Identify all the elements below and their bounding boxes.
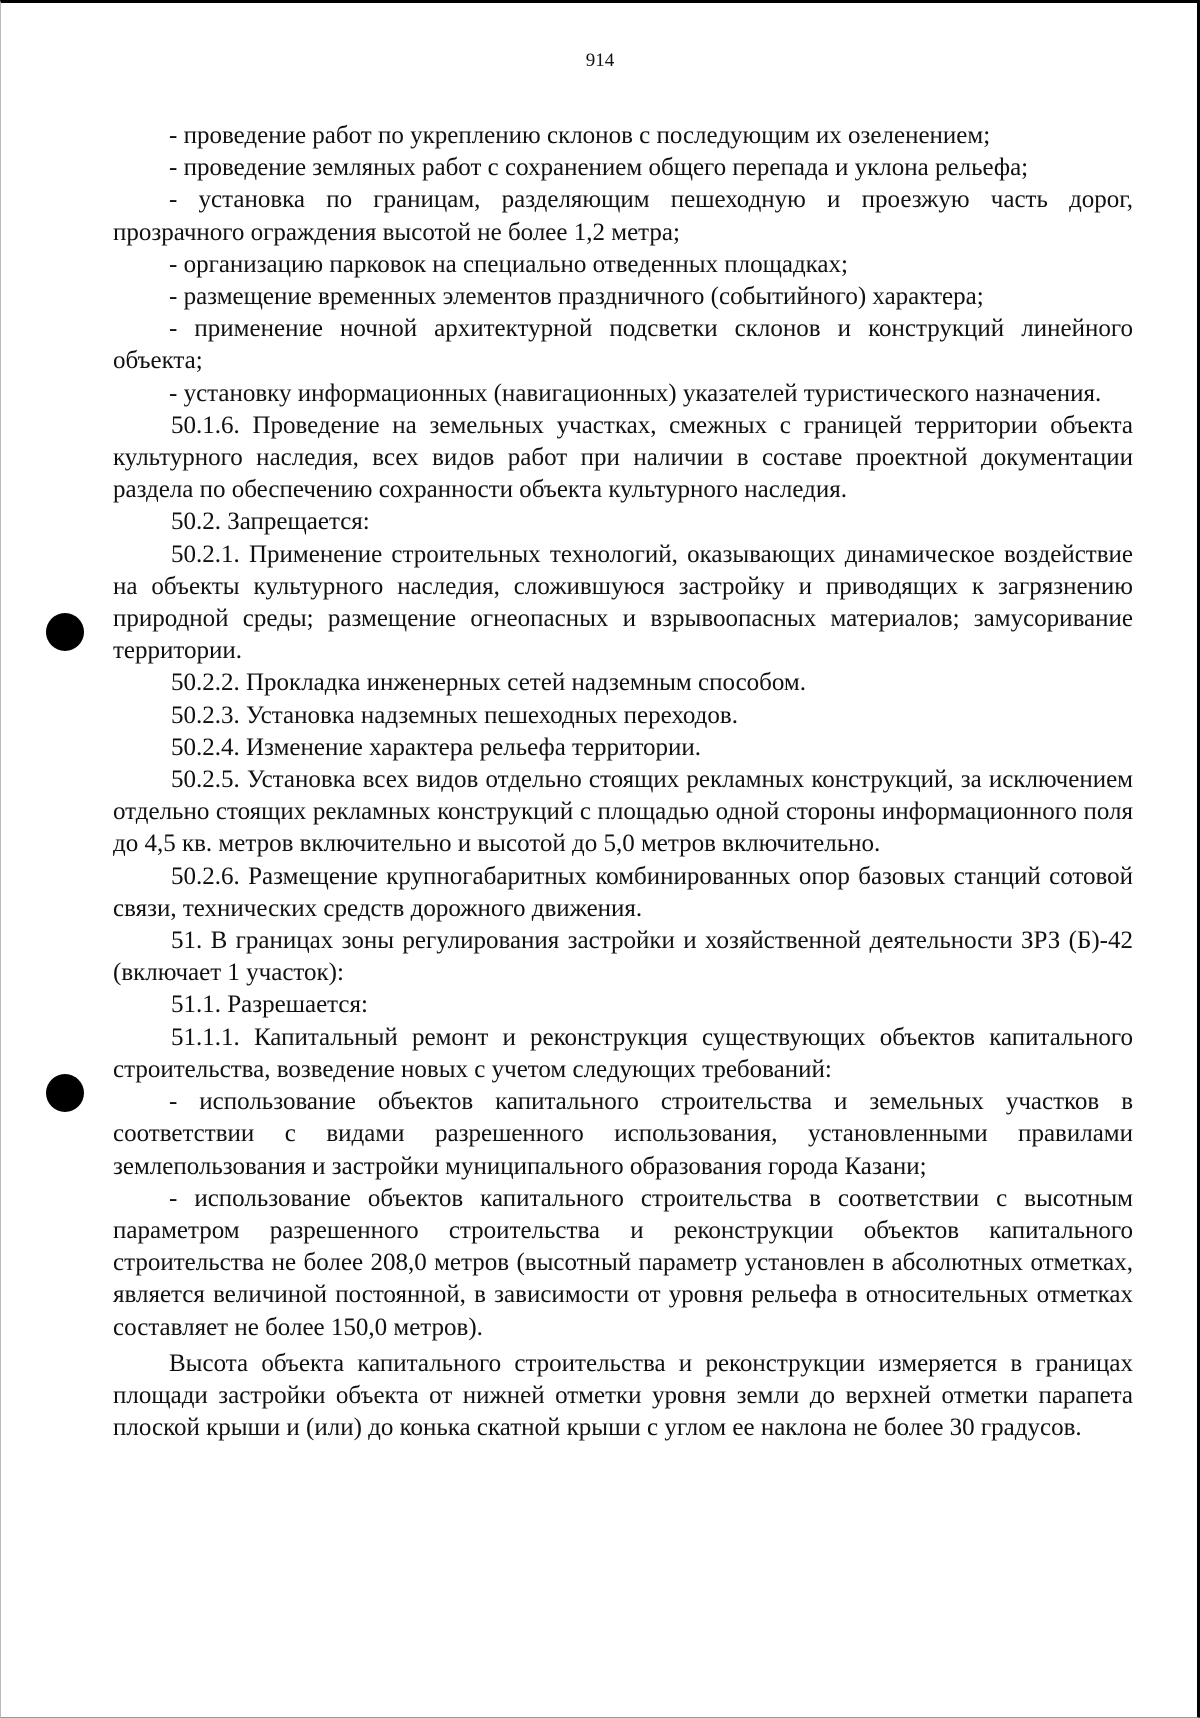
binder-hole-bottom [46, 1074, 84, 1112]
clause-50-2: 50.2. Запрещается: [171, 508, 370, 536]
paragraph-parking: - организацию парковок на специально отведенных площадках; [169, 250, 848, 278]
paragraph-land-use: - использование объектов капитального строительства и земельных участков в соответствии с видами разрешенного использования, установленными правилами землепользования и застройки муниципального образования города Казани; [113, 1088, 1133, 1180]
paragraph-night-lighting: - применение ночной архитектурной подсветки склонов и конструкций линейного объекта; [113, 315, 1133, 375]
paragraph-height-measurement: Высота объекта капитального строительства и реконструкции измеряется в границах площади застройки объекта от нижней отметки уровня земли до верхней отметки парапета плоской крыши и (или) до конька скатной крыши с углом ее наклона не более 30 градусов. [113, 1349, 1133, 1442]
paragraph-fence-installation: - установка по границам, разделяющим пешеходную и проезжую часть дорог, прозрачного ограждения высотой не более 1,2 метра; [113, 186, 1133, 246]
paragraph-earthworks: - проведение земляных работ с сохранением общего перепада и уклона рельефа; [169, 154, 1029, 182]
clause-50-1-6: 50.1.6. Проведение на земельных участках, смежных с границей территории объекта культурного наследия, всех видов работ при наличии в составе проектной документации раздела по обеспечению сохранности объекта культурного наследия. [113, 411, 1133, 504]
binder-hole-top [46, 613, 84, 651]
clause-50-2-1: 50.2.1. Применение строительных технологий, оказывающих динамическое воздействие на объекты культурного наследия, сложившуюся застройку и приводящих к загрязнению природной среды; размещение огнеопасных и взрывоопасных материалов; замусоривание территории. [113, 540, 1133, 665]
document-body [113, 120, 1133, 1444]
clause-50-2-6: 50.2.6. Размещение крупногабаритных комбинированных опор базовых станций сотовой связи, технических средств дорожного движения. [113, 862, 1133, 922]
clause-50-2-5: 50.2.5. Установка всех видов отдельно стоящих рекламных конструкций, за исключением отдельно стоящих рекламных конструкций с площадью одной стороны информационного поля до 4,5 кв. метров включительно и высотой до 5,0 метров включительно. [113, 766, 1133, 858]
clause-51-1-1: 51.1.1. Капитальный ремонт и реконструкция существующих объектов капитального строительства, возведение новых с учетом следующих требований: [113, 1023, 1133, 1083]
clause-51-1: 51.1. Разрешается: [171, 991, 368, 1019]
clause-51: 51. В границах зоны регулирования застройки и хозяйственной деятельности ЗРЗ (Б)-42 (включает 1 участок): [113, 927, 1133, 987]
clause-50-2-2: 50.2.2. Прокладка инженерных сетей надземным способом. [171, 669, 806, 697]
clause-50-2-4: 50.2.4. Изменение характера рельефа территории. [171, 733, 702, 761]
paragraph-tourist-signs: - установку информационных (навигационных) указателей туристического назначения. [169, 379, 1102, 407]
page-number: 914 [585, 50, 615, 71]
paragraph-height-parameter: - использование объектов капитального строительства в соответствии с высотным параметром разрешенного строительства и реконструкции объектов капитального строительства не более 208,0 метров (высотный параметр установлен в абсолютных отметках, является величиной постоянной, в зависимости от уровня рельефа в относительных отметках составляет не более 150,0 метров). [113, 1184, 1133, 1341]
paragraph-temporary-elements: - размещение временных элементов праздничного (событийного) характера; [169, 283, 984, 311]
clause-50-2-3: 50.2.3. Установка надземных пешеходных переходов. [171, 701, 738, 729]
paragraph-slope-reinforcement: - проведение работ по укреплению склонов с последующим их озеленением; [169, 122, 991, 149]
